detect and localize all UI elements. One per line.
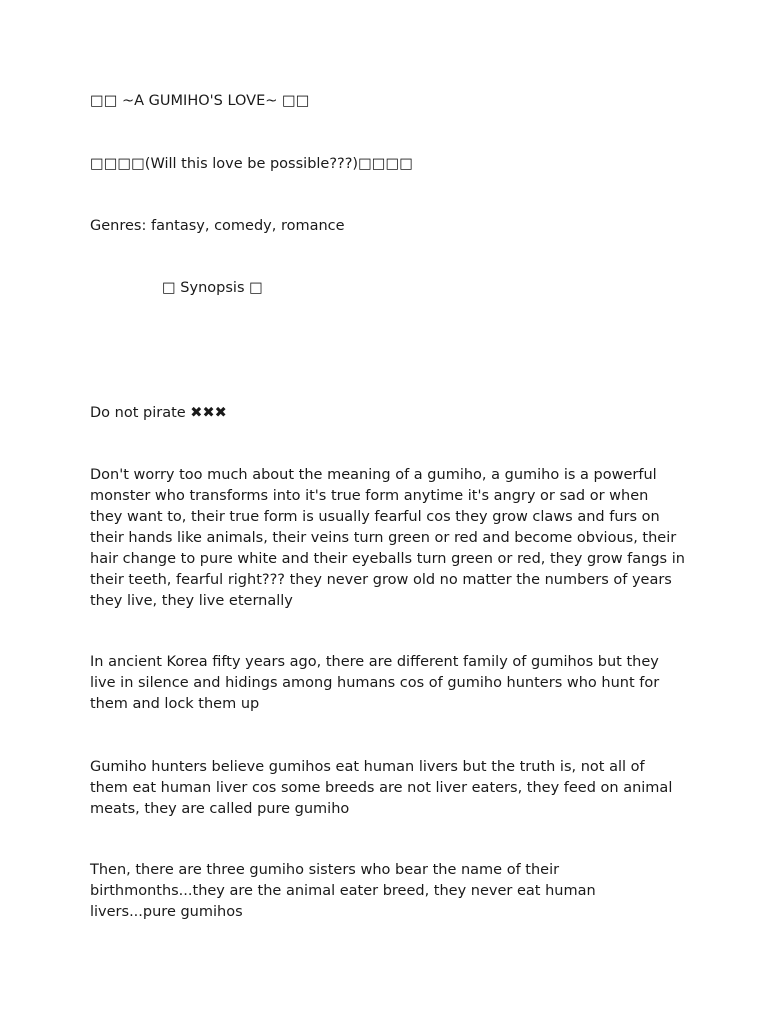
paragraph-gumiho-hunters: Gumiho hunters believe gumihos eat human livers but the truth is, not all of them eat human liver cos some breeds are not liver eaters, they feed on animal meats, they are called pure gumiho bbox=[90, 759, 673, 817]
piracy-warning: Do not pirate ✖✖✖ bbox=[90, 405, 227, 421]
paragraph-three-sisters: Then, there are three gumiho sisters who bear the name of their birthmonths...they are the animal eater breed, they never eat human livers...pure gumihos bbox=[90, 862, 596, 920]
paragraph-ancient-korea: In ancient Korea fifty years ago, there are different family of gumihos but they live in silence and hidings among humans cos of gumiho hunters who hunt for them and lock them up bbox=[90, 654, 660, 712]
paragraph-gumiho-meaning: Don't worry too much about the meaning of a gumiho, a gumiho is a powerful monster who transforms into it's true form anytime it's angry or sad or when they want to, their true form is usually fearful cos they grow claws and furs on their hands like animals, their veins turn green or red and become obvious, their hair change to pure white and their eyeballs turn green or red, they grow fangs in their teeth, fearful right??? they never grow old no matter the numbers of years they live, they live eternally bbox=[90, 467, 685, 609]
genres-line: Genres: fantasy, comedy, romance bbox=[90, 218, 345, 234]
story-tagline: □□□□(Will this love be possible???)□□□□ bbox=[90, 156, 413, 172]
synopsis-heading: □ Synopsis □ bbox=[162, 280, 263, 296]
story-title: □□ ~A GUMIHO'S LOVE~ □□ bbox=[90, 93, 310, 109]
